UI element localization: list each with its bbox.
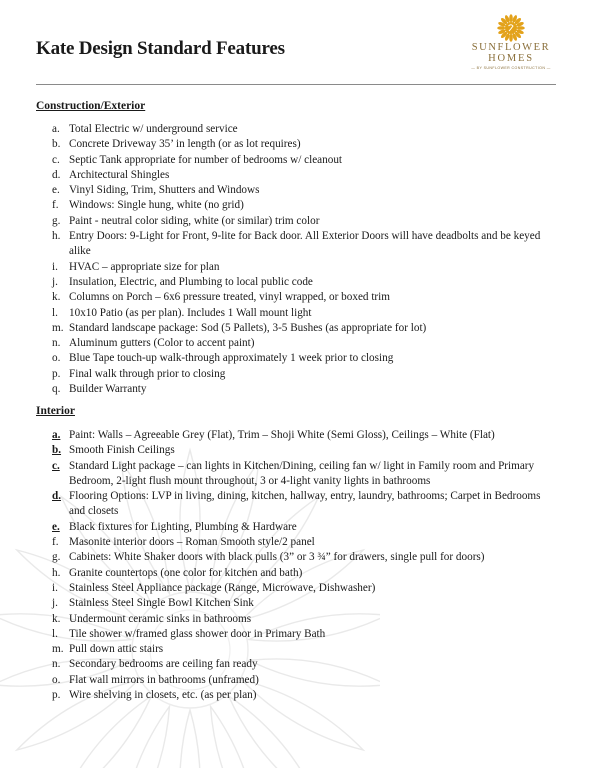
list-item-text: Windows: Single hung, white (no grid): [69, 199, 244, 212]
list-item: [52, 657, 557, 672]
list-item-marker: n.: [52, 337, 61, 350]
list-item-text: Final walk through prior to closing: [69, 367, 226, 380]
list-item-marker: n.: [52, 658, 61, 671]
sunflower-icon: [496, 14, 526, 42]
list-item: [52, 673, 557, 688]
list-item: [52, 183, 557, 198]
list-item-text: Blue Tape touch-up walk-through approximately 1 week prior to closing: [69, 352, 394, 365]
list-item: [52, 290, 557, 305]
list-item: [52, 229, 557, 260]
list-item-text: Stainless Steel Single Bowl Kitchen Sink: [69, 597, 254, 610]
list-item: [52, 198, 557, 213]
list-item-text: Flat wall mirrors in bathrooms (unframed): [69, 673, 259, 686]
list-item-marker: g.: [52, 214, 61, 227]
list-item-text: Paint: Walls – Agreeable Grey (Flat), Trim – Shoji White (Semi Gloss), Ceilings – White (Flat): [69, 429, 495, 441]
list-item: [52, 581, 557, 596]
logo-tagline: — BY SUNFLOWER CONSTRUCTION —: [471, 66, 551, 70]
list-item: [52, 443, 557, 458]
list-item-marker: k.: [52, 612, 61, 625]
list-item-text: Architectural Shingles: [69, 168, 170, 181]
list-item: [52, 550, 557, 565]
list-item-text: Black fixtures for Lighting, Plumbing & Hardware: [69, 520, 297, 533]
list-item-marker: o.: [52, 352, 61, 365]
list-item-marker: l.: [52, 306, 58, 319]
list-item-text: Secondary bedrooms are ceiling fan ready: [69, 658, 258, 671]
list-item-text: Paint - neutral color siding, white (or similar) trim color: [69, 214, 320, 227]
list-item-marker: p.: [52, 367, 61, 380]
list-item-marker: h.: [52, 230, 61, 243]
list-item: [52, 520, 557, 535]
interior-feature-list: [52, 428, 557, 703]
section-heading-construction: Construction/Exterior: [36, 100, 146, 112]
list-item-marker: f.: [52, 536, 59, 549]
list-item-text: Pull down attic stairs: [69, 643, 164, 656]
list-item: [52, 642, 557, 657]
list-item: [52, 627, 557, 642]
logo-wordmark-line1: SUNFLOWER: [471, 42, 551, 53]
list-item-text: HVAC – appropriate size for plan: [69, 260, 220, 273]
list-item-text: Cabinets: White Shaker doors with black pulls (3” or 3 ¾” for drawers, single pull for doors): [69, 551, 485, 564]
list-item-text: Insulation, Electric, and Plumbing to local public code: [69, 275, 313, 288]
list-item: [52, 612, 557, 627]
list-item: [52, 489, 557, 520]
list-item: [52, 351, 557, 366]
list-item-text: Septic Tank appropriate for number of bedrooms w/ cleanout: [69, 153, 343, 166]
list-item-marker: a.: [52, 429, 61, 441]
list-item-marker: g.: [52, 551, 61, 564]
list-item-text: Builder Warranty: [69, 383, 147, 396]
list-item-text: Masonite interior doors – Roman Smooth style/2 panel: [69, 536, 315, 549]
list-item-text: Concrete Driveway 35’ in length (or as lot requires): [69, 138, 301, 151]
list-item-marker: d.: [52, 490, 62, 503]
list-item-text: Stainless Steel Appliance package (Range, Microwave, Dishwasher): [69, 581, 376, 594]
list-item-text: Standard Light package – can lights in Kitchen/Dining, ceiling fan w/ light in Family room and Primary Bedroom, 2-light flush mount throughout, 3 or 4-light vanity lights in bathrooms: [69, 459, 535, 487]
list-item-marker: i.: [52, 581, 58, 594]
list-item-marker: h.: [52, 566, 61, 579]
header-divider: [36, 84, 556, 85]
list-item: [52, 535, 557, 550]
list-item-text: Granite countertops (one color for kitchen and bath): [69, 566, 303, 579]
list-item-text: Columns on Porch – 6x6 pressure treated, vinyl wrapped, or boxed trim: [69, 291, 390, 304]
list-item-text: Entry Doors: 9-Light for Front, 9-lite for Back door. All Exterior Doors will have deadbolts and be keyed alike: [69, 230, 541, 258]
list-item-marker: m.: [52, 321, 64, 334]
list-item-text: 10x10 Patio (as per plan). Includes 1 Wall mount light: [69, 306, 312, 319]
list-item-marker: p.: [52, 689, 61, 702]
list-item-text: Flooring Options: LVP in living, dining, kitchen, hallway, entry, laundry, bathrooms; Carpet in Bedrooms and closets: [69, 490, 541, 518]
list-item-text: Vinyl Siding, Trim, Shutters and Windows: [69, 184, 260, 197]
list-item: [52, 306, 557, 321]
list-item: [52, 428, 557, 443]
list-item-marker: l.: [52, 627, 58, 640]
list-item-marker: b.: [52, 138, 61, 151]
list-item-marker: k.: [52, 291, 61, 304]
list-item: [52, 688, 557, 703]
list-item: [52, 367, 557, 382]
list-item-text: Wire shelving in closets, etc. (as per plan): [69, 689, 257, 702]
list-item: [52, 459, 557, 490]
list-item: [52, 321, 557, 336]
list-item-marker: j.: [52, 597, 58, 610]
list-item: [52, 214, 557, 229]
list-item-marker: o.: [52, 673, 61, 686]
list-item-marker: d.: [52, 168, 61, 181]
list-item-marker: j.: [52, 275, 58, 288]
list-item-marker: q.: [52, 383, 61, 396]
list-item: [52, 137, 557, 152]
list-item-text: Total Electric w/ underground service: [69, 123, 238, 135]
list-item-marker: a.: [52, 123, 60, 135]
list-item: [52, 382, 557, 397]
list-item: [52, 566, 557, 581]
list-item-marker: e.: [52, 184, 60, 197]
list-item-marker: b.: [52, 444, 62, 457]
list-item: [52, 260, 557, 275]
construction-feature-list: [52, 122, 557, 397]
list-item: [52, 153, 557, 168]
list-item-marker: m.: [52, 643, 64, 656]
list-item-text: Undermount ceramic sinks in bathrooms: [69, 612, 252, 625]
list-item: [52, 122, 557, 137]
list-item-text: Aluminum gutters (Color to accent paint): [69, 337, 255, 350]
company-logo: [466, 14, 556, 76]
list-item-marker: f.: [52, 199, 59, 212]
page-title: Kate Design Standard Features: [36, 38, 285, 59]
list-item-text: Standard landscape package: Sod (5 Pallets), 3-5 Bushes (as appropriate for lot): [69, 321, 427, 334]
list-item-marker: e.: [52, 520, 60, 533]
list-item: [52, 168, 557, 183]
list-item-text: Smooth Finish Ceilings: [69, 444, 175, 457]
list-item: [52, 275, 557, 290]
logo-wordmark-line2: HOMES: [488, 53, 534, 64]
list-item-marker: c.: [52, 153, 60, 166]
list-item-marker: c.: [52, 459, 60, 472]
list-item: [52, 596, 557, 611]
list-item: [52, 336, 557, 351]
section-heading-interior: Interior: [36, 405, 75, 417]
list-item-marker: i.: [52, 260, 58, 273]
list-item-text: Tile shower w/framed glass shower door in Primary Bath: [69, 627, 326, 640]
